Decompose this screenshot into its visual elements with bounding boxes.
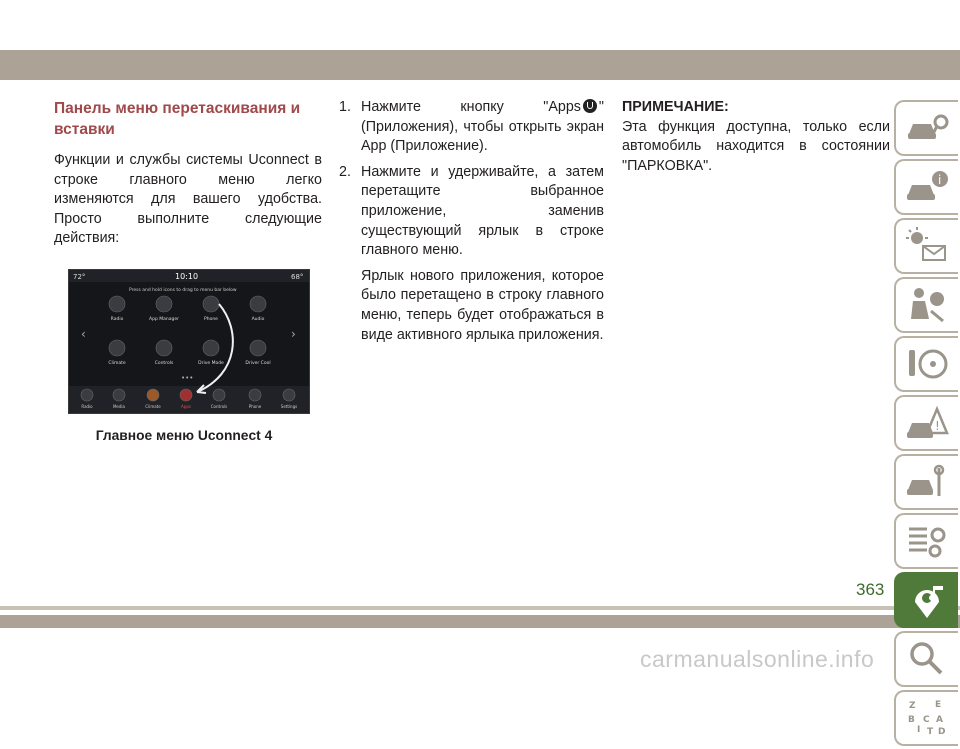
search-icon [905,639,949,679]
svg-text:A: A [936,715,943,725]
tab-multimedia[interactable] [894,572,958,628]
tab-car-warning[interactable] [894,159,958,215]
screen-grid-label: Driver Cool [245,360,271,366]
screen-time: 10:10 [175,271,199,281]
step-number: 1. [339,99,351,115]
svg-text:C: C [923,715,930,725]
svg-text:Z: Z [909,701,916,711]
watermark: carmanualsonline.info [640,646,875,672]
screen-dock-label: Controls [210,403,228,409]
tab-checklist-gear[interactable] [894,513,958,569]
svg-text:i: i [938,173,942,187]
screen-grid-label: Radio [110,316,124,322]
screen-grid-label: Climate [108,360,126,366]
checklist-gear-icon [905,521,949,561]
step-text-after: " (Приложения), чтобы открыть экран App (Приложение). [361,99,604,155]
list-item [339,163,604,261]
svg-text:E: E [935,700,942,710]
screen-dock-label: Media [112,403,126,409]
step-text-before: Нажмите кнопку "Apps [361,99,581,115]
footer-band [0,615,960,628]
svg-text:•••: ••• [181,373,194,382]
tab-search[interactable] [894,631,958,687]
list-item [339,98,604,157]
screen-temp-left: 72° [73,272,86,281]
page-number: 363 [856,580,885,599]
multimedia-icon [905,580,949,620]
screen-hint: Press and hold icons to drag to menu bar below [129,287,237,293]
footer-line [0,606,960,610]
uconnect-screen-image [68,269,310,414]
note-text: Эта функция доступна, только если автомобиль находится в состоянии "ПАРКОВКА". [622,118,890,174]
screen-dock-label: Climate [145,403,161,409]
index-icon [905,698,949,738]
lights-message-icon [905,226,949,266]
screen-grid-label: Audio [251,316,265,322]
screen-temp-right: 68° [291,272,304,281]
step-text: Нажмите и удерживайте, а затем перетащите выбранное приложение, заменив существующий ярлык в строке главного меню. [361,163,604,259]
svg-text:B: B [908,715,915,725]
step-sub-paragraph: Ярлык нового приложения, которое было перетащено в строку главного меню, теперь будет отображаться в виде активного ярлыка приложения. [361,267,604,343]
screen-grid-label: App Manager [149,316,179,322]
header-band [0,50,960,80]
car-emergency-icon [905,403,949,443]
screen-grid-label: Phone [204,316,218,322]
uconnect-screen-drawing [69,270,309,413]
left-column [54,98,322,446]
tab-car-emergency[interactable] [894,395,958,451]
screen-dock-label: Apps [181,403,191,409]
right-column [622,98,890,176]
car-warning-icon [905,167,949,207]
screen-arrow-left-icon: ‹ [81,326,86,341]
note-title: ПРИМЕЧАНИЕ: [622,99,729,115]
screen-dock-label: Settings [280,403,298,409]
section-heading: Панель меню перетаскивания и вставки [54,100,301,138]
tab-car-wrench[interactable] [894,454,958,510]
screen-grid-label: Drive Mode [198,360,224,366]
screen-arrow-right-icon: › [291,326,296,341]
screen-dock-label: Phone [248,403,262,409]
car-wrench-icon [905,462,949,502]
middle-column [339,98,604,345]
image-caption: Главное меню Uconnect 4 [95,427,273,443]
tab-seat-airbag[interactable] [894,277,958,333]
svg-text:I: I [917,725,921,735]
tab-steering-key[interactable] [894,336,958,392]
car-tools-icon [905,108,949,148]
step-number: 2. [339,163,351,180]
steering-key-icon [905,344,949,384]
svg-text:!: ! [935,419,940,433]
tab-index[interactable] [894,690,958,746]
tab-car-tools[interactable] [894,100,958,156]
seat-airbag-icon [905,285,949,325]
screen-dock-label: Radio [81,403,93,409]
chapter-tabs [894,100,960,749]
screen-grid-label: Controls [154,360,174,366]
apps-icon [583,99,597,113]
tab-lights-message[interactable] [894,218,958,274]
svg-text:D: D [938,727,946,737]
svg-text:T: T [927,727,934,737]
steps-list [339,98,604,261]
intro-paragraph: Функции и службы системы Uconnect в строке главного меню легко изменяются для вашего удобства. Просто выполните следующие действия: [54,152,322,247]
